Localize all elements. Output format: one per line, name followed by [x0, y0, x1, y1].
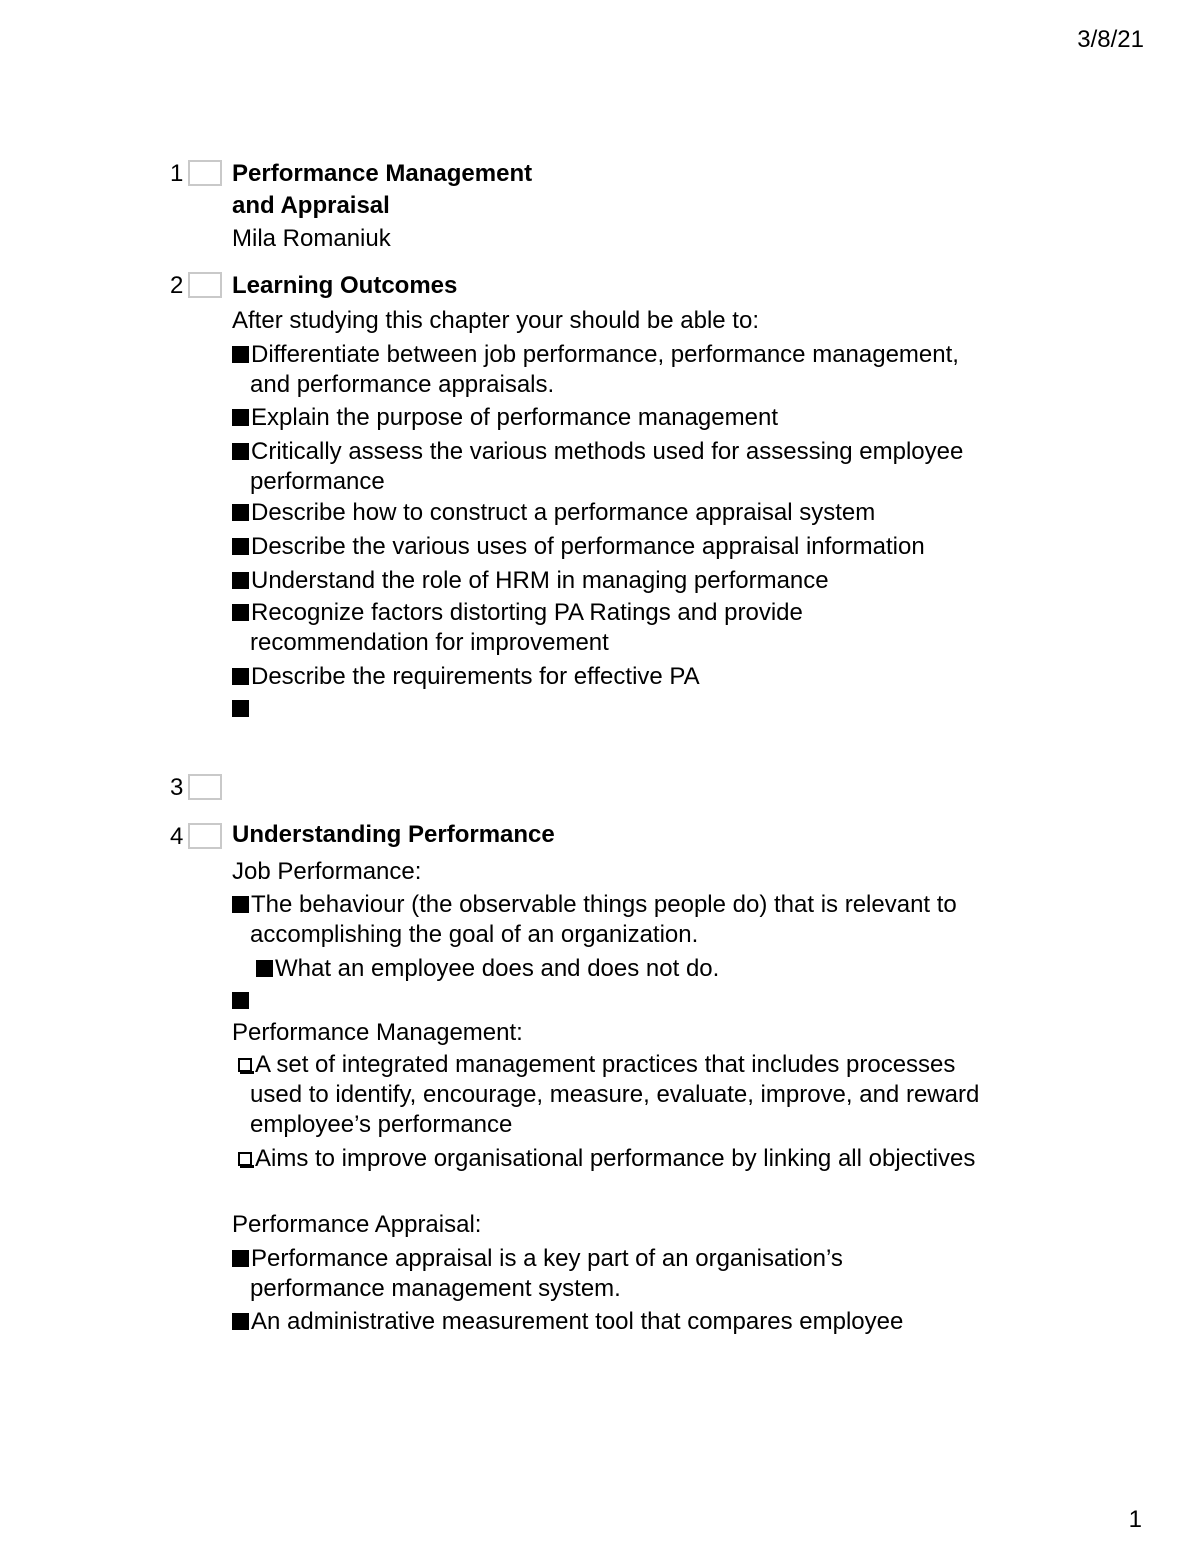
- bullet-square-icon: [232, 1250, 249, 1267]
- section-heading-performance-appraisal: Performance Appraisal:: [232, 1211, 482, 1238]
- bullet-square-icon: [256, 960, 273, 977]
- bullet-hollow-square-icon: [238, 1058, 252, 1072]
- page-date: 3/8/21: [1077, 26, 1144, 53]
- bullet-square-icon: [232, 604, 249, 621]
- bullet-square-icon: [232, 409, 249, 426]
- list-item: The behaviour (the observable things people do) that is relevant to accomplishing the goal of an organization.: [232, 890, 1092, 950]
- list-item: An administrative measurement tool that compares employee: [232, 1307, 1092, 1337]
- section-heading-performance-management: Performance Management:: [232, 1019, 523, 1046]
- bullet-square-icon: [232, 504, 249, 521]
- list-item: [232, 986, 1092, 1016]
- page-number: 1: [1128, 1506, 1142, 1533]
- author: Mila Romaniuk: [232, 225, 391, 252]
- slide-number: 2: [170, 272, 184, 299]
- list-item: Understand the role of HRM in managing performance: [232, 566, 1092, 596]
- slide-title: Learning Outcomes: [232, 272, 458, 299]
- intro-text: After studying this chapter your should be able to:: [232, 307, 759, 334]
- list-item: Describe the requirements for effective PA: [232, 662, 1092, 692]
- slide-title: Understanding Performance: [232, 821, 555, 848]
- list-item: Explain the purpose of performance management: [232, 403, 1092, 433]
- bullet-square-icon: [232, 896, 249, 913]
- bullet-square-icon: [232, 1313, 249, 1330]
- slide-title-line-2: and Appraisal: [232, 192, 390, 219]
- slide-thumbnail-box: [188, 823, 222, 849]
- slide-thumbnail-box: [188, 272, 222, 298]
- slide-number: 4: [170, 823, 184, 850]
- bullet-square-icon: [232, 992, 249, 1009]
- bullet-square-icon: [232, 700, 249, 717]
- list-item: Describe the various uses of performance appraisal information: [232, 532, 1092, 562]
- bullet-square-icon: [232, 572, 249, 589]
- list-item: Differentiate between job performance, performance management, and performance appraisals.: [232, 340, 1092, 400]
- list-item: [232, 694, 1092, 724]
- list-item: Recognize factors distorting PA Ratings and provide recommendation for improvement: [232, 598, 1092, 658]
- list-item: Aims to improve organisational performance by linking all objectives: [232, 1144, 1092, 1174]
- slide-thumbnail-box: [188, 160, 222, 186]
- slide-number: 1: [170, 160, 184, 187]
- section-heading-job-performance: Job Performance:: [232, 858, 422, 885]
- list-item: Describe how to construct a performance appraisal system: [232, 498, 1092, 528]
- bullet-square-icon: [232, 538, 249, 555]
- bullet-hollow-square-icon: [238, 1152, 252, 1166]
- slide-number: 3: [170, 774, 184, 801]
- list-item: Critically assess the various methods used for assessing employee performance: [232, 437, 1092, 497]
- list-item: What an employee does and does not do.: [232, 954, 1092, 984]
- bullet-square-icon: [232, 668, 249, 685]
- list-item: Performance appraisal is a key part of an organisation’s performance management system.: [232, 1244, 1092, 1304]
- bullet-square-icon: [232, 443, 249, 460]
- slide-thumbnail-box: [188, 774, 222, 800]
- slide-title: Performance Management: [232, 160, 533, 187]
- list-item: A set of integrated management practices that includes processes used to identify, encourage, measure, evaluate, improve, and reward employee’s performance: [232, 1050, 1092, 1140]
- bullet-square-icon: [232, 346, 249, 363]
